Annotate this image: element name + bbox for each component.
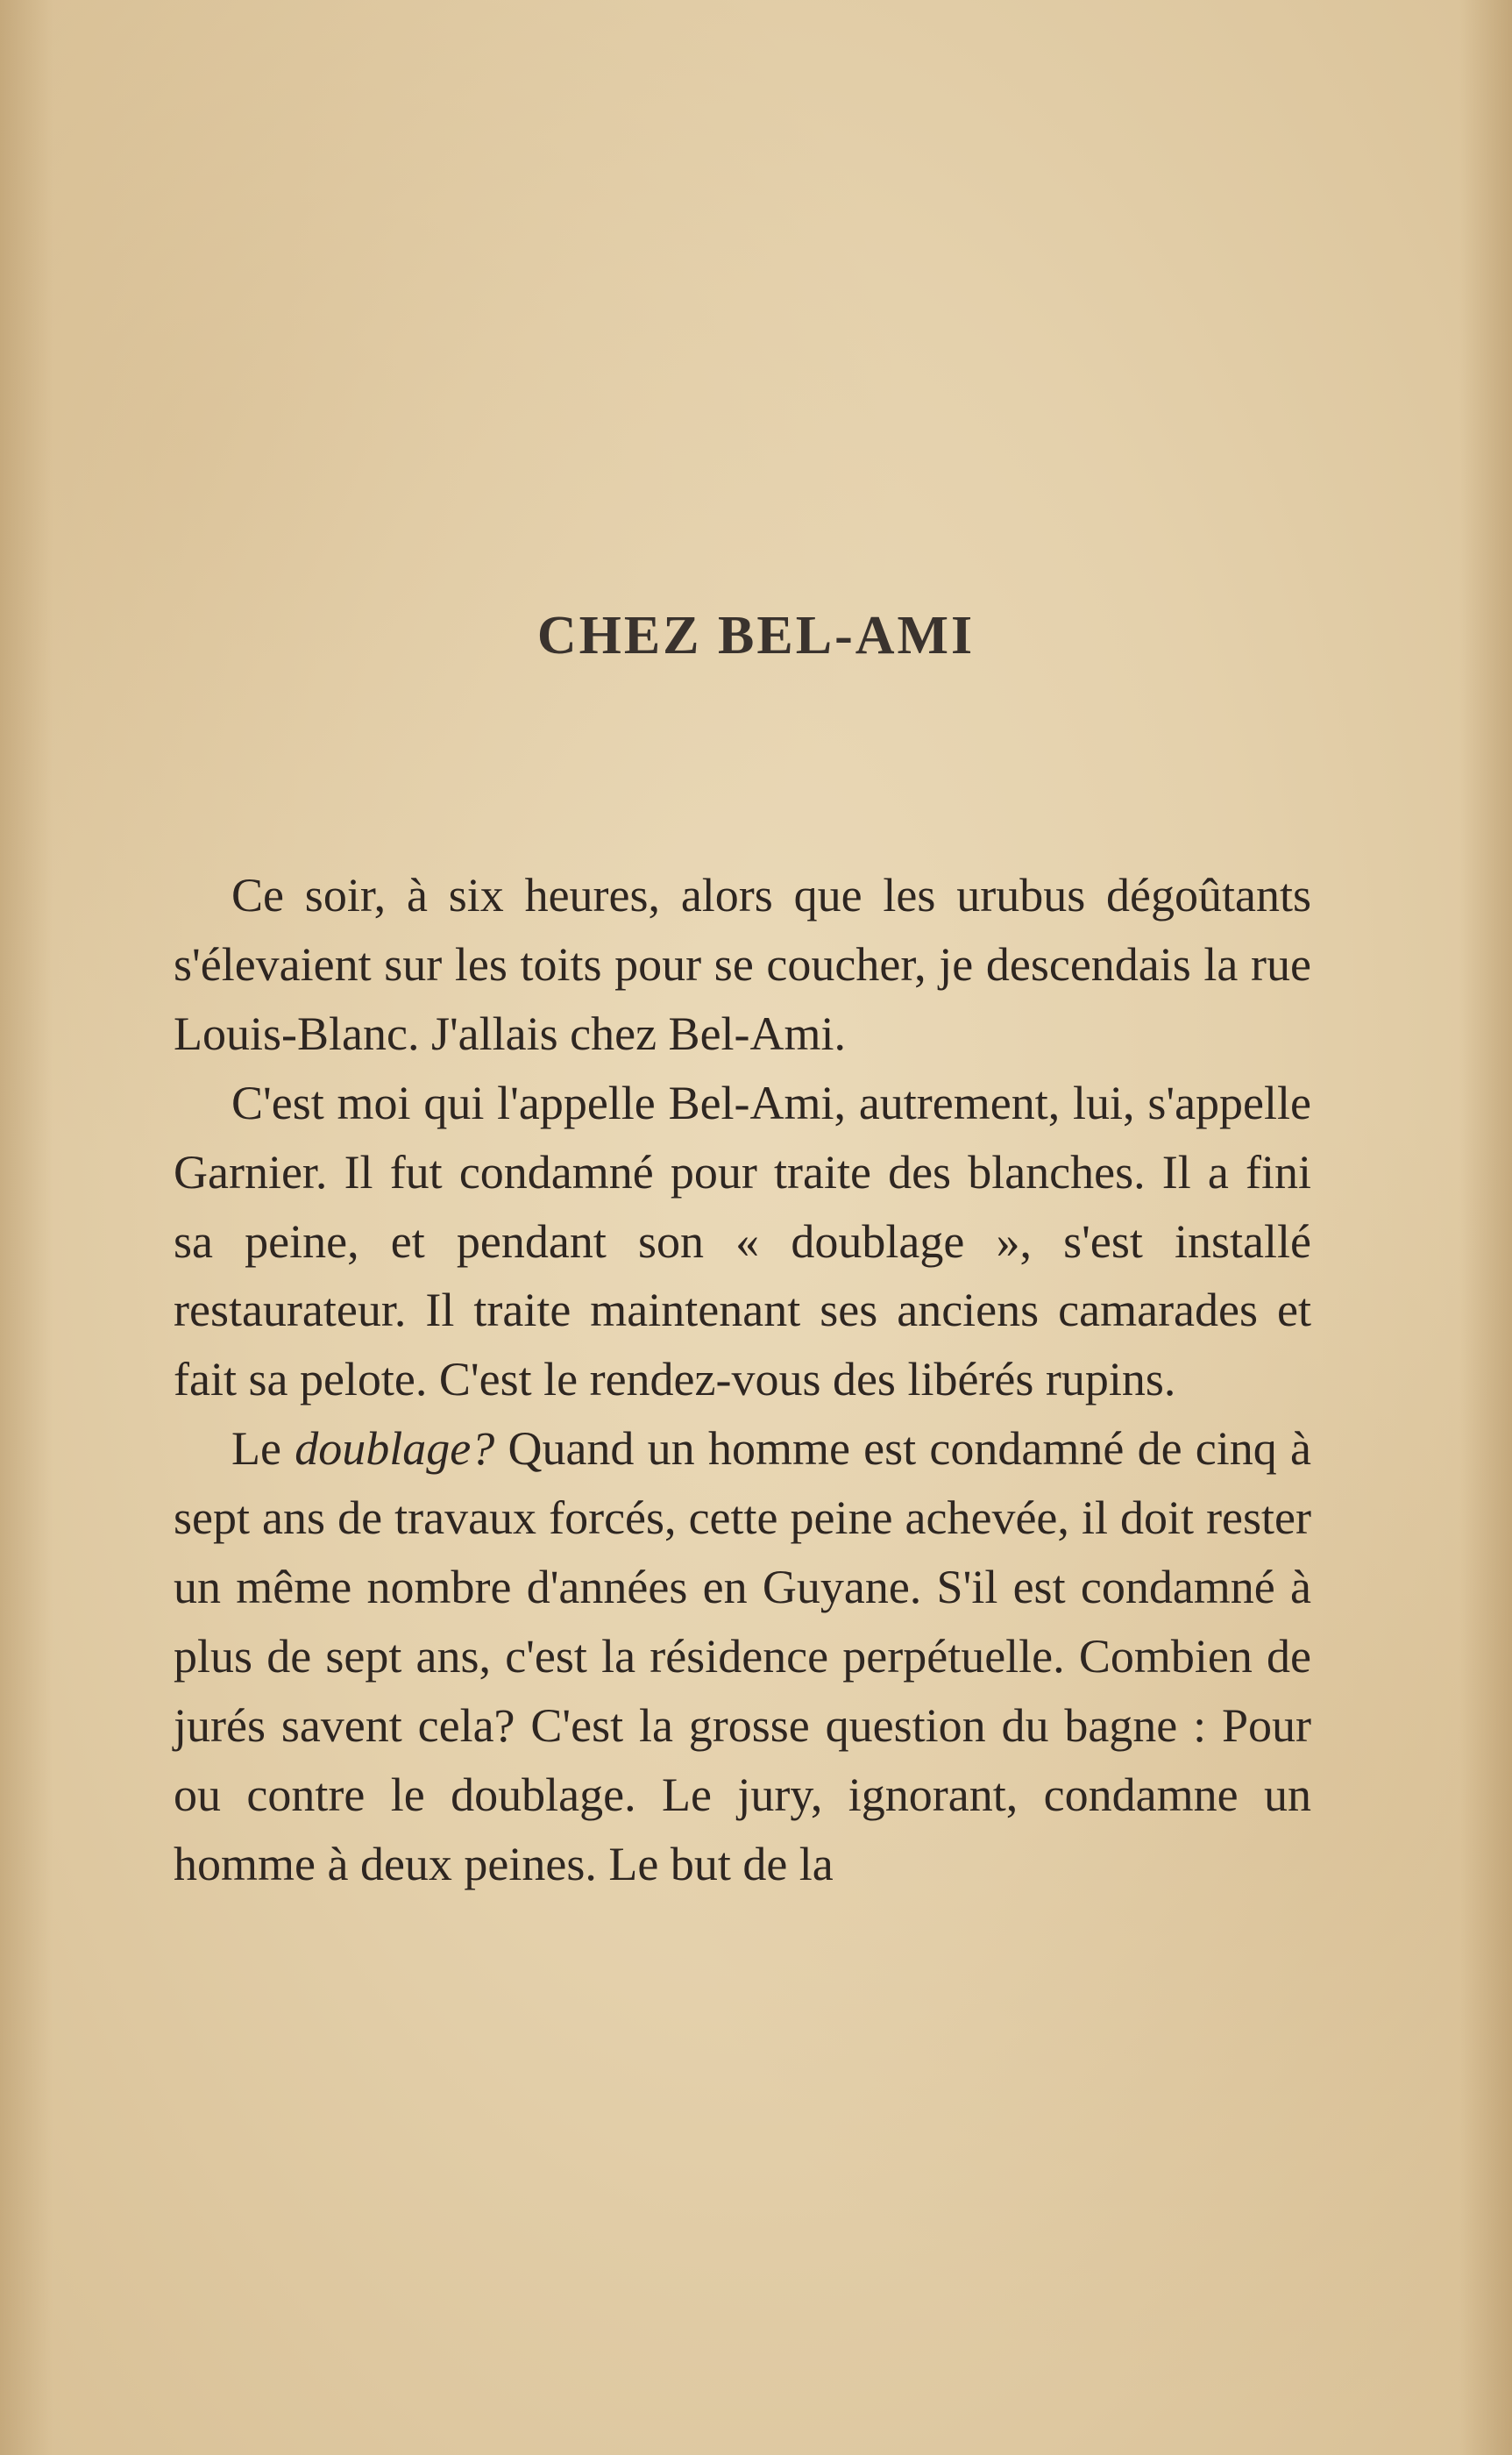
page-edge-shadow-left xyxy=(0,0,53,2455)
body-text xyxy=(174,861,1311,1899)
paragraph-3-lead: Le xyxy=(231,1422,295,1476)
doublage-emphasis: doublage? xyxy=(295,1422,495,1476)
paragraph-1: Ce soir, à six heures, alors que les urubus dégoûtants s'élevaient sur les toits pour se coucher, je descendais la rue Louis-Blanc. J'allais chez Bel-Ami. xyxy=(174,869,1311,1060)
page-edge-shadow-right xyxy=(1459,0,1512,2455)
paragraph-3-text: Quand un homme est condamné de cinq à sept ans de travaux forcés, cette peine achevée, il doit rester un même nombre d'années en Guyane. S'il est condamné à plus de sept ans, c'est la résidence perpétuelle. Combien de jurés savent cela? C'est la grosse question du bagne : Pour ou contre le doublage. Le jury, ignorant, condamne un homme à deux peines. Le but de la xyxy=(174,1422,1311,1890)
paragraph-2: C'est moi qui l'appelle Bel-Ami, autrement, lui, s'appelle Garnier. Il fut condamné pour traite des blanches. Il a fini sa peine, et pendant son « doublage », s'est installé restaurateur. Il traite maintenant ses anciens camarades et fait sa pelote. C'est le rendez-vous des libérés rupins. xyxy=(174,1076,1311,1406)
paragraph-3 xyxy=(174,1414,1311,1898)
chapter-title: CHEZ BEL-AMI xyxy=(536,606,976,665)
